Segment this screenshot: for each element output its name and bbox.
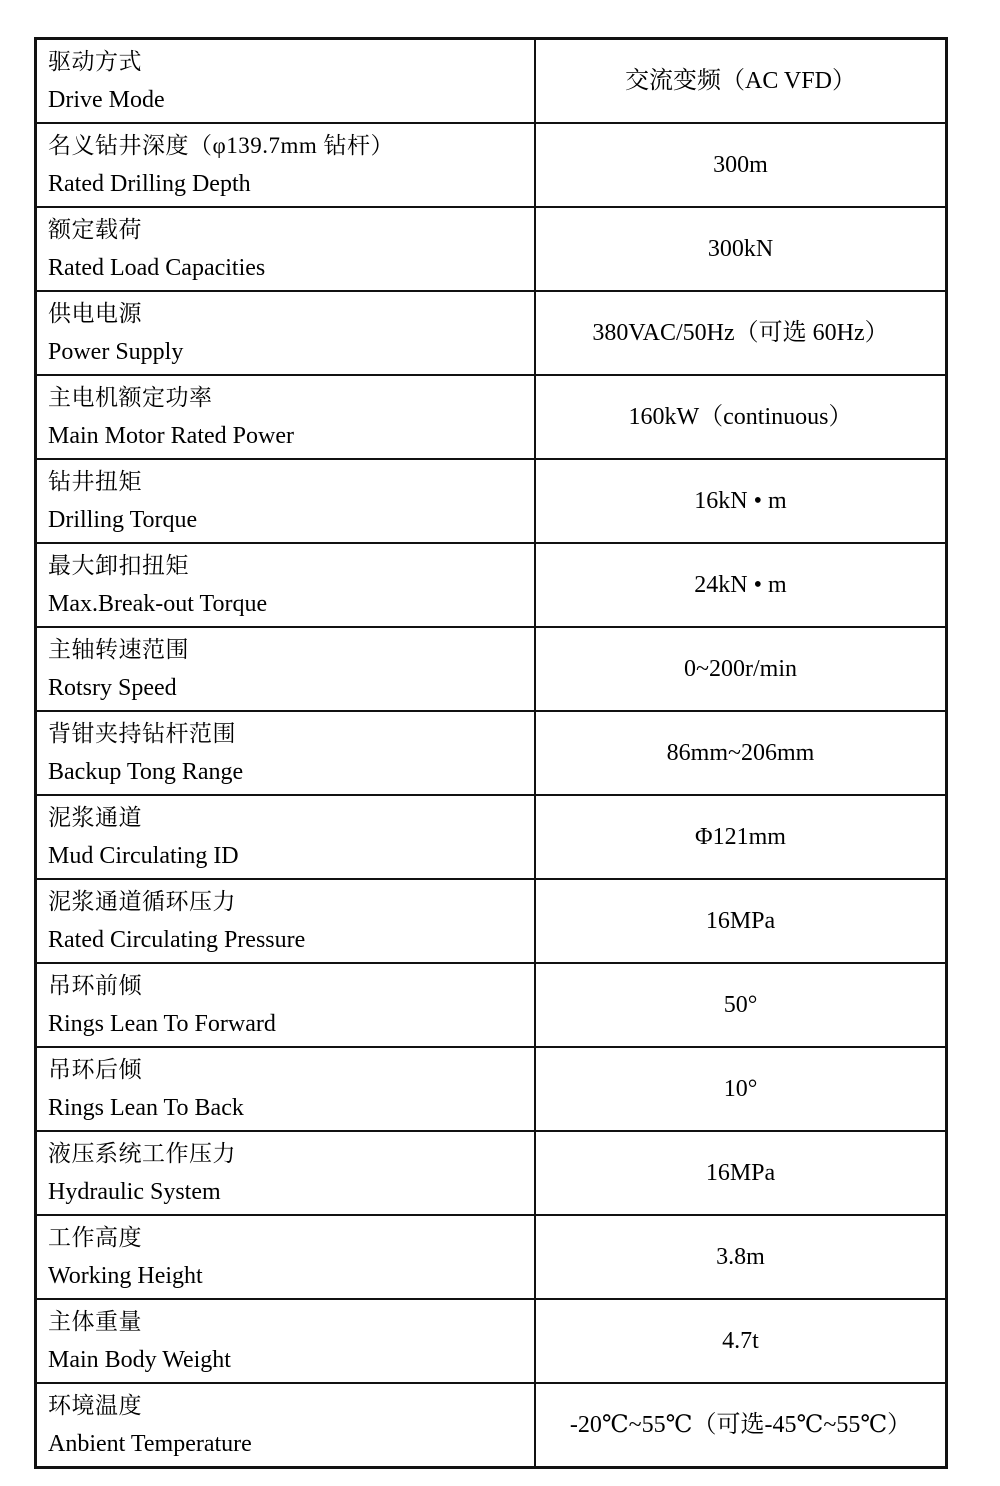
spec-label-zh: 钻井扭矩 — [48, 469, 142, 494]
spec-table — [34, 37, 948, 1469]
table-row — [36, 963, 947, 1047]
spec-label-zh: 供电电源 — [48, 301, 142, 326]
table-row — [36, 1215, 947, 1299]
spec-label-zh: 吊环后倾 — [48, 1057, 142, 1082]
table-row — [36, 1131, 947, 1215]
spec-label-zh: 额定载荷 — [48, 217, 142, 242]
spec-label-zh: 驱动方式 — [48, 49, 142, 74]
table-row — [36, 795, 947, 879]
table-row — [36, 459, 947, 543]
spec-label-cell — [36, 291, 536, 375]
table-row — [36, 291, 947, 375]
spec-label-cell — [36, 39, 536, 124]
spec-label-en: Working Height — [48, 1263, 203, 1289]
spec-label-en: Hydraulic System — [48, 1179, 221, 1205]
spec-label-en: Rings Lean To Back — [48, 1095, 244, 1121]
spec-label-cell — [36, 795, 536, 879]
spec-label-zh: 泥浆通道 — [48, 805, 142, 830]
spec-label-zh: 背钳夹持钻杆范围 — [48, 721, 236, 746]
spec-value-cell: 50° — [535, 963, 947, 1047]
spec-label-cell — [36, 1047, 536, 1131]
spec-value-cell: Φ121mm — [535, 795, 947, 879]
spec-label-cell — [36, 963, 536, 1047]
spec-table-body — [36, 39, 947, 1468]
spec-label-zh: 环境温度 — [48, 1393, 142, 1418]
spec-value-cell: -20℃~55℃（可选-45℃~55℃） — [535, 1383, 947, 1468]
table-row — [36, 879, 947, 963]
spec-value-cell: 16MPa — [535, 1131, 947, 1215]
spec-label-cell — [36, 1131, 536, 1215]
spec-value-cell: 3.8m — [535, 1215, 947, 1299]
spec-label-en: Anbient Temperature — [48, 1431, 252, 1457]
spec-value-cell: 300m — [535, 123, 947, 207]
spec-value-cell: 10° — [535, 1047, 947, 1131]
spec-label-zh: 泥浆通道循环压力 — [48, 889, 236, 914]
spec-label-cell — [36, 1299, 536, 1383]
spec-value-cell: 300kN — [535, 207, 947, 291]
spec-label-en: Drive Mode — [48, 87, 165, 113]
table-row — [36, 207, 947, 291]
spec-value-cell: 4.7t — [535, 1299, 947, 1383]
spec-label-zh: 主轴转速范围 — [48, 637, 189, 662]
spec-label-zh: 主电机额定功率 — [48, 385, 213, 410]
table-row — [36, 1047, 947, 1131]
spec-label-en: Max.Break-out Torque — [48, 591, 268, 617]
spec-label-cell — [36, 207, 536, 291]
table-row — [36, 39, 947, 124]
spec-label-en: Rated Drilling Depth — [48, 171, 251, 197]
spec-label-zh: 工作高度 — [48, 1225, 142, 1250]
spec-label-zh: 吊环前倾 — [48, 973, 142, 998]
spec-value-cell: 24kN • m — [535, 543, 947, 627]
spec-label-cell — [36, 1383, 536, 1468]
spec-label-en: Rotsry Speed — [48, 675, 177, 701]
spec-label-cell — [36, 459, 536, 543]
spec-label-en: Backup Tong Range — [48, 759, 244, 785]
table-row — [36, 123, 947, 207]
spec-label-cell — [36, 879, 536, 963]
spec-label-cell — [36, 123, 536, 207]
spec-label-cell — [36, 711, 536, 795]
table-row — [36, 627, 947, 711]
table-row — [36, 543, 947, 627]
spec-label-cell — [36, 1215, 536, 1299]
spec-label-zh: 主体重量 — [48, 1309, 142, 1334]
spec-label-en: Power Supply — [48, 339, 184, 365]
spec-label-en: Drilling Torque — [48, 507, 198, 533]
spec-label-cell — [36, 627, 536, 711]
spec-label-en: Rated Circulating Pressure — [48, 927, 306, 953]
spec-label-en: Rated Load Capacities — [48, 255, 266, 281]
spec-value-cell: 160kW（continuous） — [535, 375, 947, 459]
spec-label-en: Rings Lean To Forward — [48, 1011, 276, 1037]
spec-value-cell: 0~200r/min — [535, 627, 947, 711]
spec-label-zh: 名义钻井深度（φ139.7mm 钻杆） — [48, 133, 395, 158]
spec-value-cell: 交流变频（AC VFD） — [535, 39, 947, 124]
spec-label-en: Main Body Weight — [48, 1347, 231, 1373]
spec-label-zh: 最大卸扣扭矩 — [48, 553, 189, 578]
table-row — [36, 375, 947, 459]
spec-value-cell: 380VAC/50Hz（可选 60Hz） — [535, 291, 947, 375]
spec-value-cell: 86mm~206mm — [535, 711, 947, 795]
spec-label-cell — [36, 543, 536, 627]
table-row — [36, 1383, 947, 1468]
spec-value-cell: 16kN • m — [535, 459, 947, 543]
spec-label-en: Mud Circulating ID — [48, 843, 239, 869]
table-row — [36, 711, 947, 795]
spec-label-zh: 液压系统工作压力 — [48, 1141, 236, 1166]
spec-label-cell — [36, 375, 536, 459]
spec-label-en: Main Motor Rated Power — [48, 423, 294, 449]
table-row — [36, 1299, 947, 1383]
spec-value-cell: 16MPa — [535, 879, 947, 963]
